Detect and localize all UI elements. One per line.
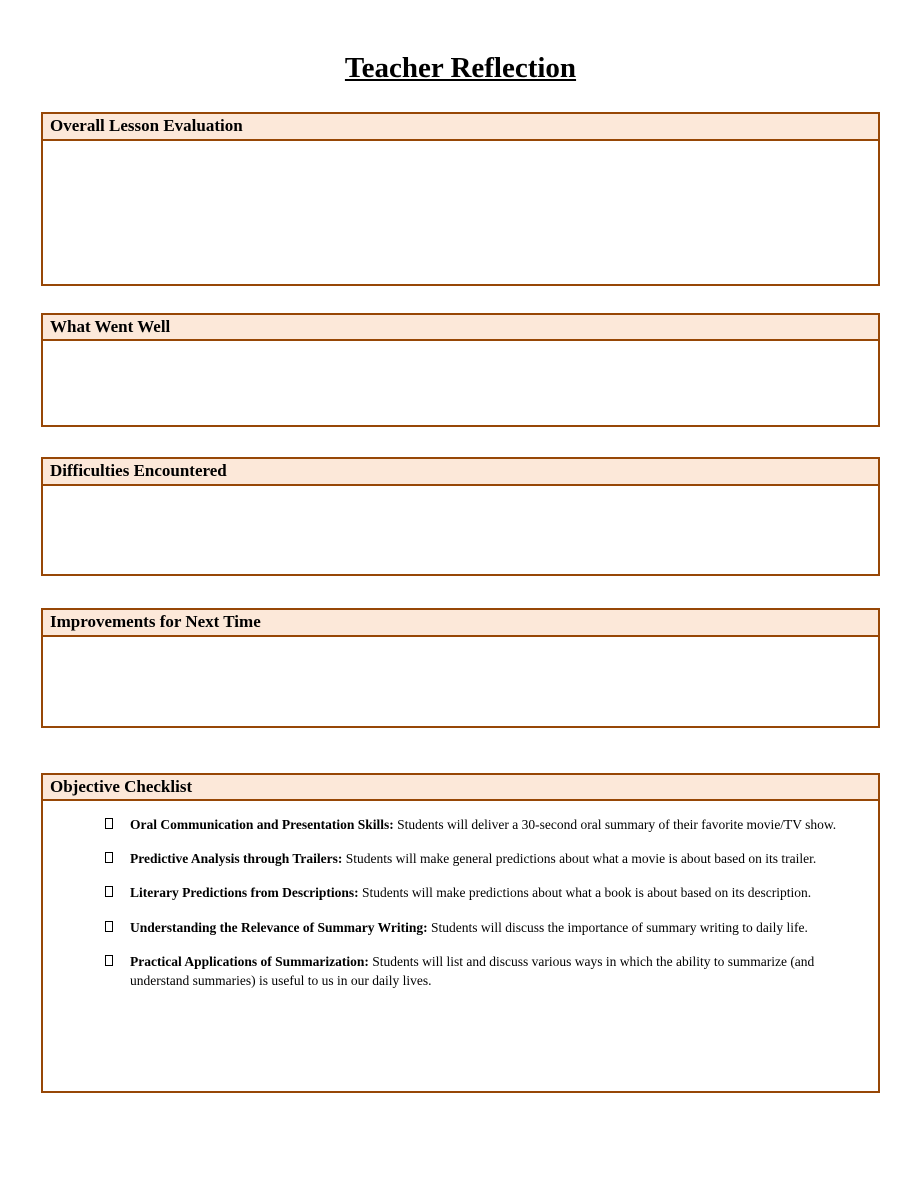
checklist-item-text bbox=[130, 815, 836, 834]
section-header: Objective Checklist bbox=[43, 775, 878, 802]
fill-in-area[interactable] bbox=[43, 341, 878, 425]
checklist-item-lead: Practical Applications of Summarization: bbox=[130, 953, 369, 969]
checkbox-icon[interactable] bbox=[105, 852, 113, 863]
checklist-item-detail: Students will discuss the importance of summary writing to daily life. bbox=[431, 919, 808, 935]
checklist-item bbox=[105, 952, 850, 990]
section-header: Difficulties Encountered bbox=[43, 459, 878, 486]
fill-in-area[interactable] bbox=[43, 141, 878, 284]
section-header: Improvements for Next Time bbox=[43, 610, 878, 637]
checklist-item-lead: Literary Predictions from Descriptions: bbox=[130, 885, 359, 901]
fill-in-area[interactable] bbox=[43, 486, 878, 574]
section-header: What Went Well bbox=[43, 315, 878, 342]
section-what-went-well bbox=[41, 313, 880, 428]
checklist-item bbox=[105, 918, 850, 937]
fill-in-area[interactable] bbox=[43, 637, 878, 726]
checklist-item-lead: Oral Communication and Presentation Skills: bbox=[130, 817, 394, 833]
checkbox-icon[interactable] bbox=[105, 886, 113, 897]
section-header: Overall Lesson Evaluation bbox=[43, 114, 878, 141]
section-overall-lesson-evaluation bbox=[41, 112, 880, 286]
section-difficulties-encountered bbox=[41, 457, 880, 576]
checklist-item-text bbox=[130, 883, 811, 902]
checkbox-icon[interactable] bbox=[105, 955, 113, 966]
checklist-item-detail: Students will deliver a 30-second oral summary of their favorite movie/TV show. bbox=[397, 817, 837, 833]
checklist-item-text bbox=[130, 918, 808, 937]
checklist-item-detail: Students will list and discuss various ways in which the ability to summarize (and understand summaries) is useful to us in our daily lives. bbox=[130, 953, 815, 988]
section-objective-checklist bbox=[41, 773, 880, 1094]
page-title: Teacher Reflection bbox=[344, 52, 577, 84]
checklist-item-lead: Understanding the Relevance of Summary Writing: bbox=[130, 919, 428, 935]
section-improvements-for-next-time bbox=[41, 608, 880, 728]
checklist-item-text bbox=[130, 952, 846, 990]
checklist-body bbox=[43, 801, 878, 1091]
checkbox-icon[interactable] bbox=[105, 921, 113, 932]
checklist-item bbox=[105, 849, 850, 868]
checklist-item-detail: Students will make predictions about what a book is about based on its description. bbox=[361, 885, 812, 901]
checkbox-icon[interactable] bbox=[105, 818, 113, 829]
checklist-item bbox=[105, 883, 850, 902]
checklist-item-text bbox=[130, 849, 816, 868]
checklist-item bbox=[105, 815, 850, 834]
checklist-item-lead: Predictive Analysis through Trailers: bbox=[130, 851, 343, 867]
checklist-item-detail: Students will make general predictions about what a movie is about based on its trailer. bbox=[345, 851, 817, 867]
